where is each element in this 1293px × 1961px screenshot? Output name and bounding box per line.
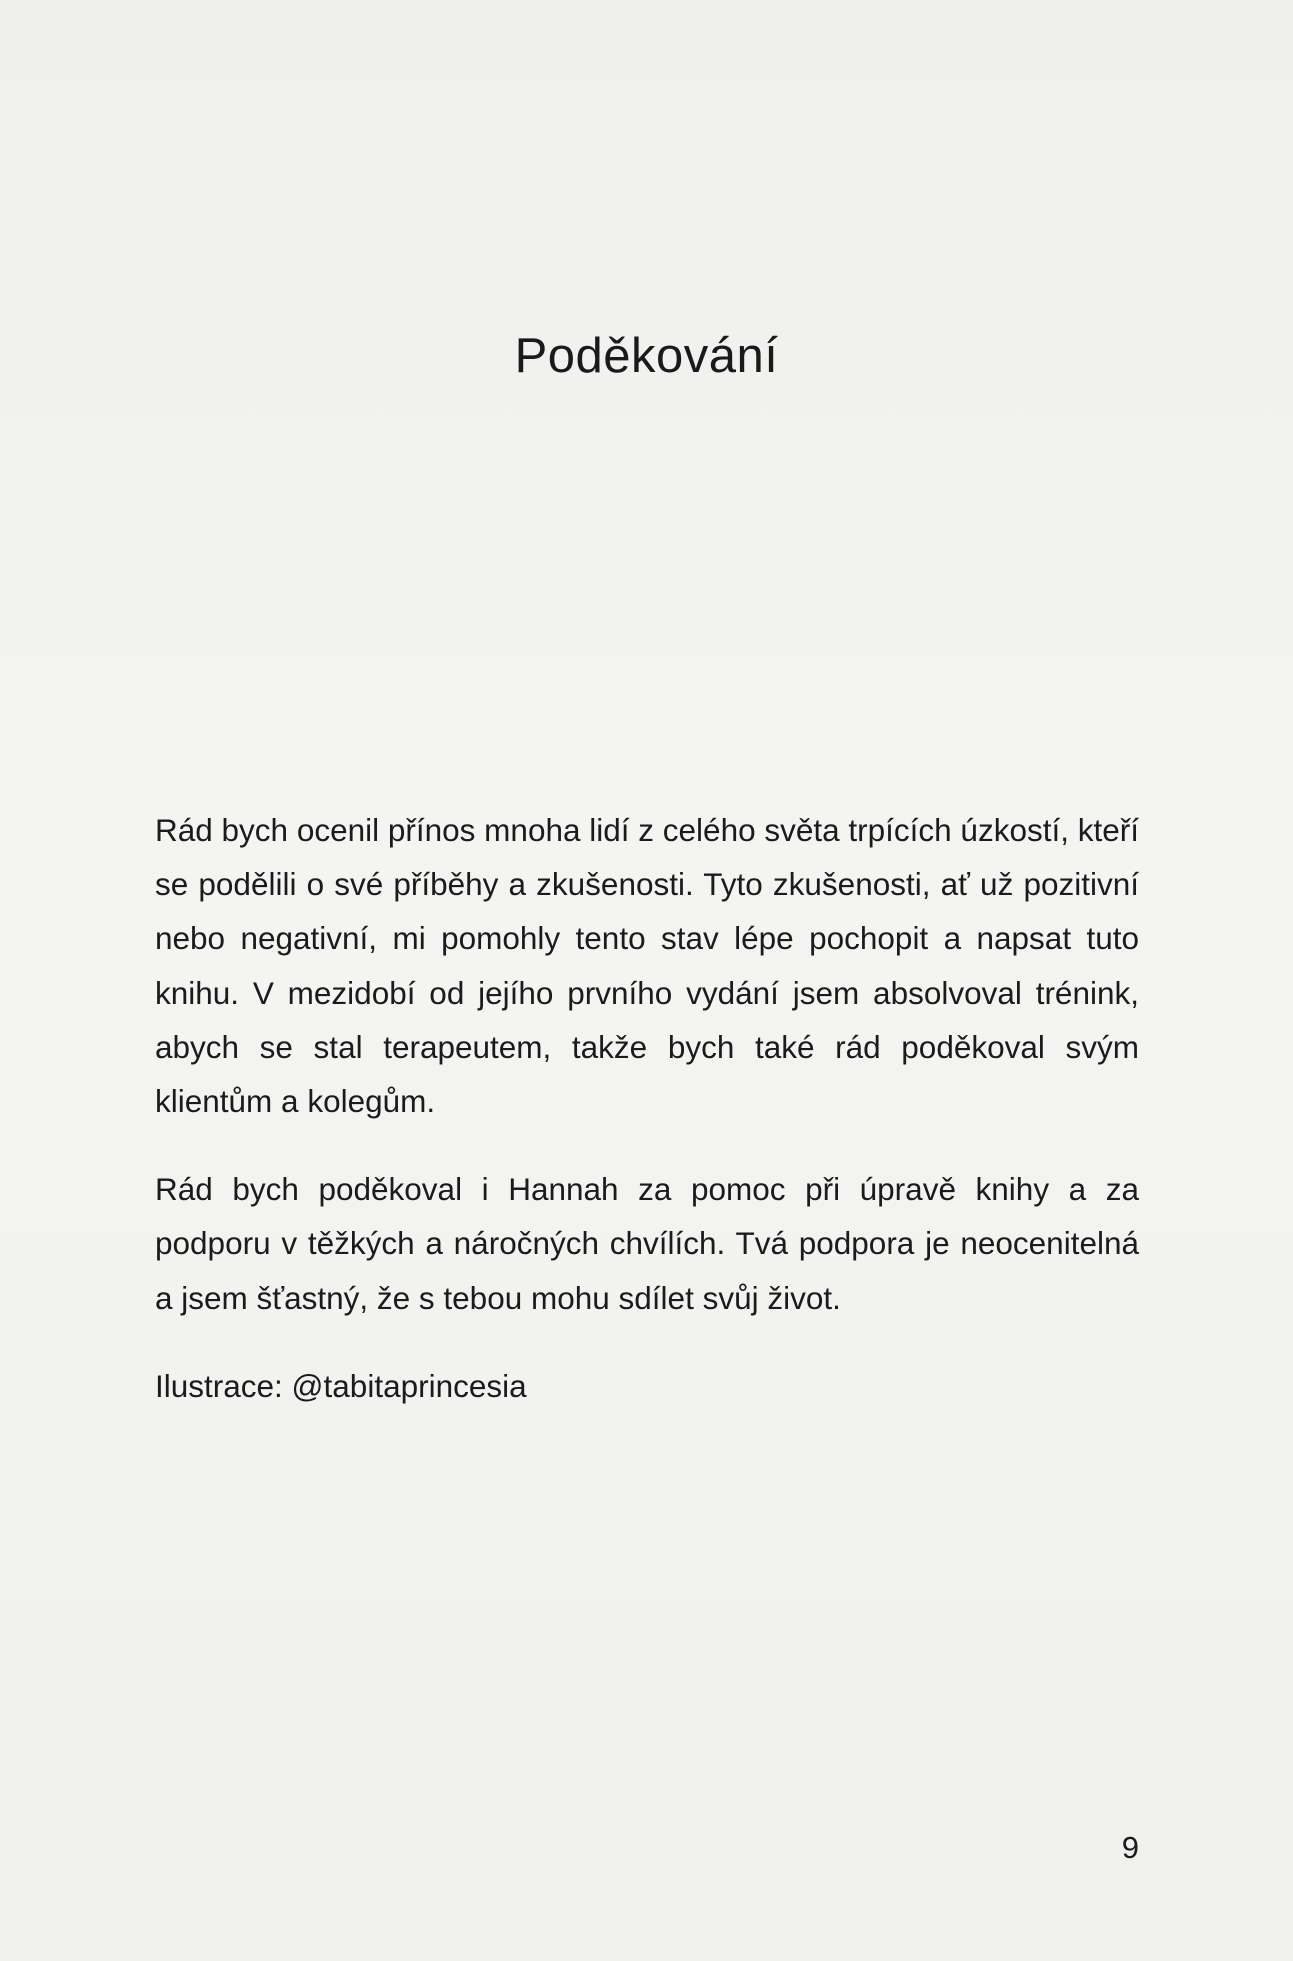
illustration-credit: Ilustrace: @tabitaprincesia	[155, 1367, 527, 1404]
acknowledgement-paragraph-2: Rád bych poděkoval i Hannah za pomoc při úpravě knihy a za podporu v těžkých a náročných chvílích. Tvá podpora je neocenitelná a jsem šťastný, že s tebou mohu sdílet svůj život.	[155, 1171, 1139, 1316]
page-title: Poděkování	[514, 329, 779, 383]
page-number: 9	[1121, 1830, 1139, 1865]
page-body	[155, 803, 1139, 1447]
acknowledgement-paragraph-1: Rád bych ocenil přínos mnoha lidí z celého světa trpících úzkostí, kteří se podělili o své příběhy a zkušenosti. Tyto zkušenosti, ať už pozitivní nebo negativní, mi pomohly tento stav lépe pochopit a napsat tuto knihu. V mezidobí od jejího prvního vydání jsem absolvoval trénink, abych se stal terapeutem, takže bych také rád poděkoval svým klientům a kolegům.	[155, 812, 1139, 1120]
